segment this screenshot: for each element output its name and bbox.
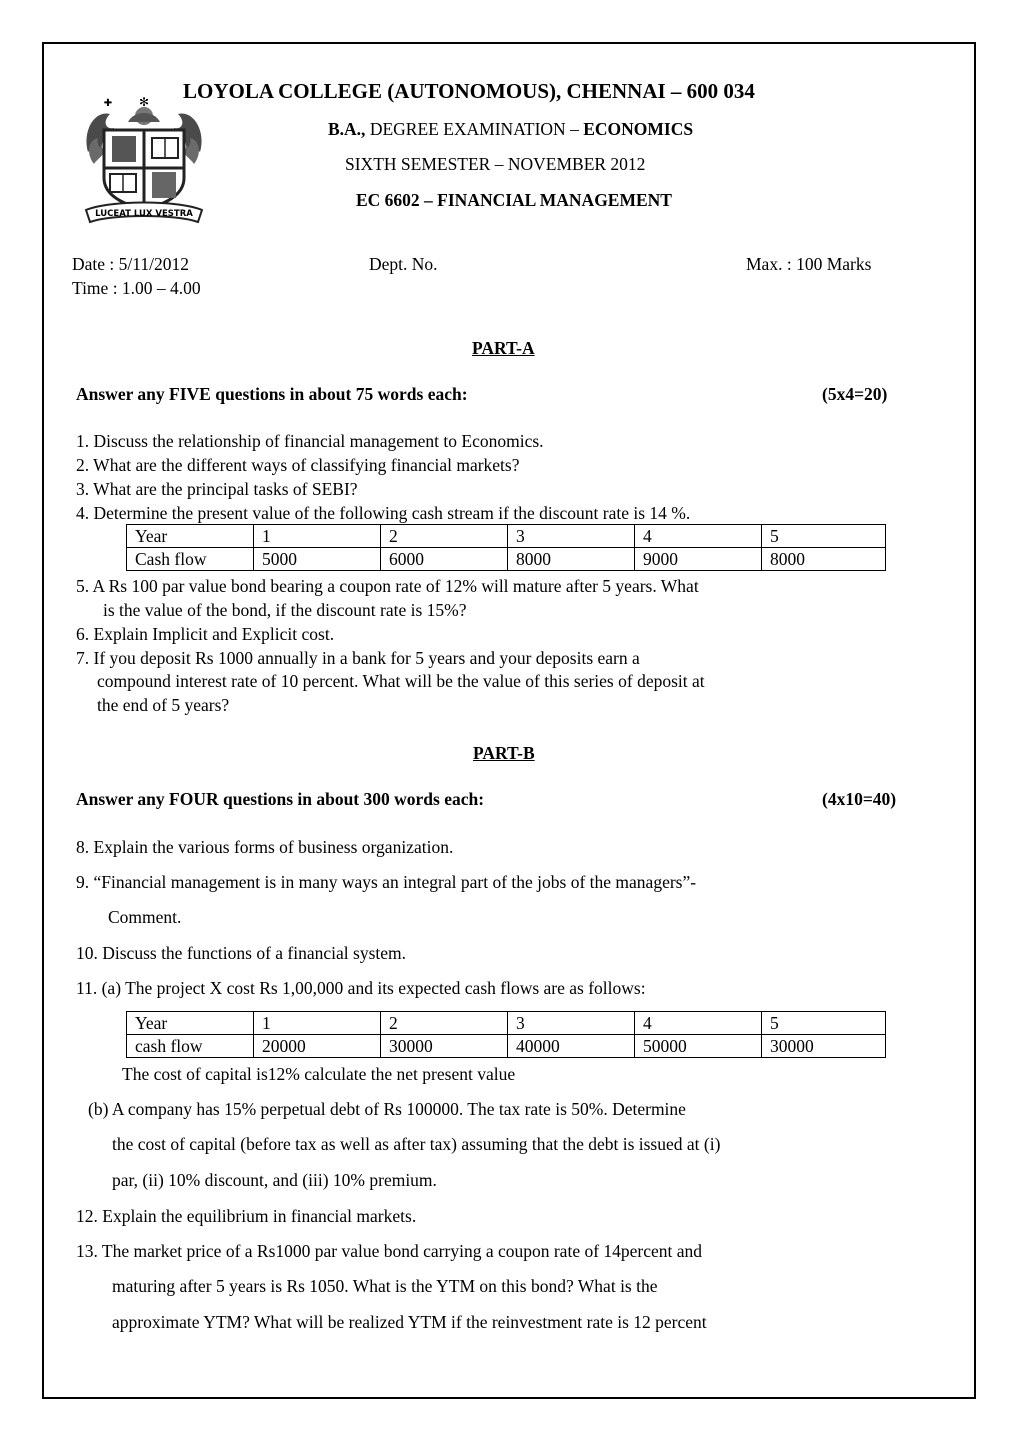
question-4: 4. Determine the present value of the following cash stream if the discount rate is 14 %. xyxy=(76,503,691,523)
table-cell: 50000 xyxy=(635,1035,762,1058)
table-cell: 3 xyxy=(508,525,635,548)
table-cell: 2 xyxy=(381,525,508,548)
exam-time: Time : 1.00 – 4.00 xyxy=(72,278,201,298)
table-cell: 8000 xyxy=(508,548,635,571)
question-9-line2: Comment. xyxy=(108,907,182,927)
question-8: 8. Explain the various forms of business organization. xyxy=(76,837,454,857)
part-b-marks: (4x10=40) xyxy=(822,789,897,809)
svg-text:LUCEAT LUX VESTRA: LUCEAT LUX VESTRA xyxy=(95,209,193,219)
part-a-marks: (5x4=20) xyxy=(822,384,888,404)
semester-line: SIXTH SEMESTER – NOVEMBER 2012 xyxy=(345,154,646,174)
college-crest-logo xyxy=(80,92,208,226)
svg-text:✚: ✚ xyxy=(103,98,113,109)
table-cell: Cash flow xyxy=(127,548,254,571)
question-5-line2: is the value of the bond, if the discount rate is 15%? xyxy=(103,600,467,620)
table-cell: 6000 xyxy=(381,548,508,571)
question-11a: 11. (a) The project X cost Rs 1,00,000 and its expected cash flows are as follows: xyxy=(76,978,646,998)
table-cell: cash flow xyxy=(127,1035,254,1058)
table-cell: Year xyxy=(127,1012,254,1035)
cash-flow-table-a xyxy=(126,524,886,571)
table-cell: 9000 xyxy=(635,548,762,571)
question-11b-line3: par, (ii) 10% discount, and (iii) 10% premium. xyxy=(112,1170,437,1190)
question-7-line3: the end of 5 years? xyxy=(97,695,230,715)
table-cell: 4 xyxy=(635,1012,762,1035)
part-b-title: PART-B xyxy=(473,743,535,763)
table-cell: 1 xyxy=(254,525,381,548)
question-13-line1: 13. The market price of a Rs1000 par value bond carrying a coupon rate of 14percent and xyxy=(76,1241,703,1261)
dept-no: Dept. No. xyxy=(369,254,438,274)
question-7-line1: 7. If you deposit Rs 1000 annually in a bank for 5 years and your deposits earn a xyxy=(76,648,640,668)
part-a-title: PART-A xyxy=(472,338,535,358)
question-11a-note: The cost of capital is12% calculate the net present value xyxy=(122,1064,516,1084)
table-cell: 3 xyxy=(508,1012,635,1035)
table-cell: 5000 xyxy=(254,548,381,571)
paper-title: EC 6602 – FINANCIAL MANAGEMENT xyxy=(356,190,672,210)
exam-date: Date : 5/11/2012 xyxy=(72,254,189,274)
question-2: 2. What are the different ways of classifying financial markets? xyxy=(76,455,520,475)
question-12: 12. Explain the equilibrium in financial markets. xyxy=(76,1206,417,1226)
degree-line: B.A., DEGREE EXAMINATION – ECONOMICS xyxy=(328,119,694,139)
part-b-instruction: Answer any FOUR questions in about 300 words each: xyxy=(76,789,485,809)
question-6: 6. Explain Implicit and Explicit cost. xyxy=(76,624,335,644)
table-row xyxy=(127,1012,886,1035)
table-row xyxy=(127,1035,886,1058)
max-marks: Max. : 100 Marks xyxy=(746,254,872,274)
table-cell: 5 xyxy=(762,1012,886,1035)
table-cell: Year xyxy=(127,525,254,548)
table-row xyxy=(127,525,886,548)
table-cell: 30000 xyxy=(381,1035,508,1058)
svg-text:✻: ✻ xyxy=(138,95,150,109)
page-border xyxy=(42,42,976,1399)
question-5-line1: 5. A Rs 100 par value bond bearing a coupon rate of 12% will mature after 5 years. What xyxy=(76,576,699,596)
table-cell: 4 xyxy=(635,525,762,548)
question-7-line2: compound interest rate of 10 percent. What will be the value of this series of deposit at xyxy=(97,671,705,691)
table-cell: 30000 xyxy=(762,1035,886,1058)
table-cell: 40000 xyxy=(508,1035,635,1058)
question-11b-line2: the cost of capital (before tax as well as after tax) assuming that the debt is issued at (i) xyxy=(112,1134,721,1154)
question-9-line1: 9. “Financial management is in many ways an integral part of the jobs of the managers”- xyxy=(76,872,697,892)
table-cell: 5 xyxy=(762,525,886,548)
table-cell: 1 xyxy=(254,1012,381,1035)
question-1: 1. Discuss the relationship of financial management to Economics. xyxy=(76,431,544,451)
question-3: 3. What are the principal tasks of SEBI? xyxy=(76,479,358,499)
table-cell: 8000 xyxy=(762,548,886,571)
question-11b-line1: (b) A company has 15% perpetual debt of Rs 100000. The tax rate is 50%. Determine xyxy=(88,1099,686,1119)
table-cell: 2 xyxy=(381,1012,508,1035)
question-13-line3: approximate YTM? What will be realized YTM if the reinvestment rate is 12 percent xyxy=(112,1312,707,1332)
table-row xyxy=(127,548,886,571)
question-13-line2: maturing after 5 years is Rs 1050. What is the YTM on this bond? What is the xyxy=(112,1276,658,1296)
cash-flow-table-b xyxy=(126,1011,886,1058)
college-name: LOYOLA COLLEGE (AUTONOMOUS), CHENNAI – 600 034 xyxy=(183,79,755,103)
question-10: 10. Discuss the functions of a financial system. xyxy=(76,943,407,963)
table-cell: 20000 xyxy=(254,1035,381,1058)
part-a-instruction: Answer any FIVE questions in about 75 words each: xyxy=(76,384,468,404)
